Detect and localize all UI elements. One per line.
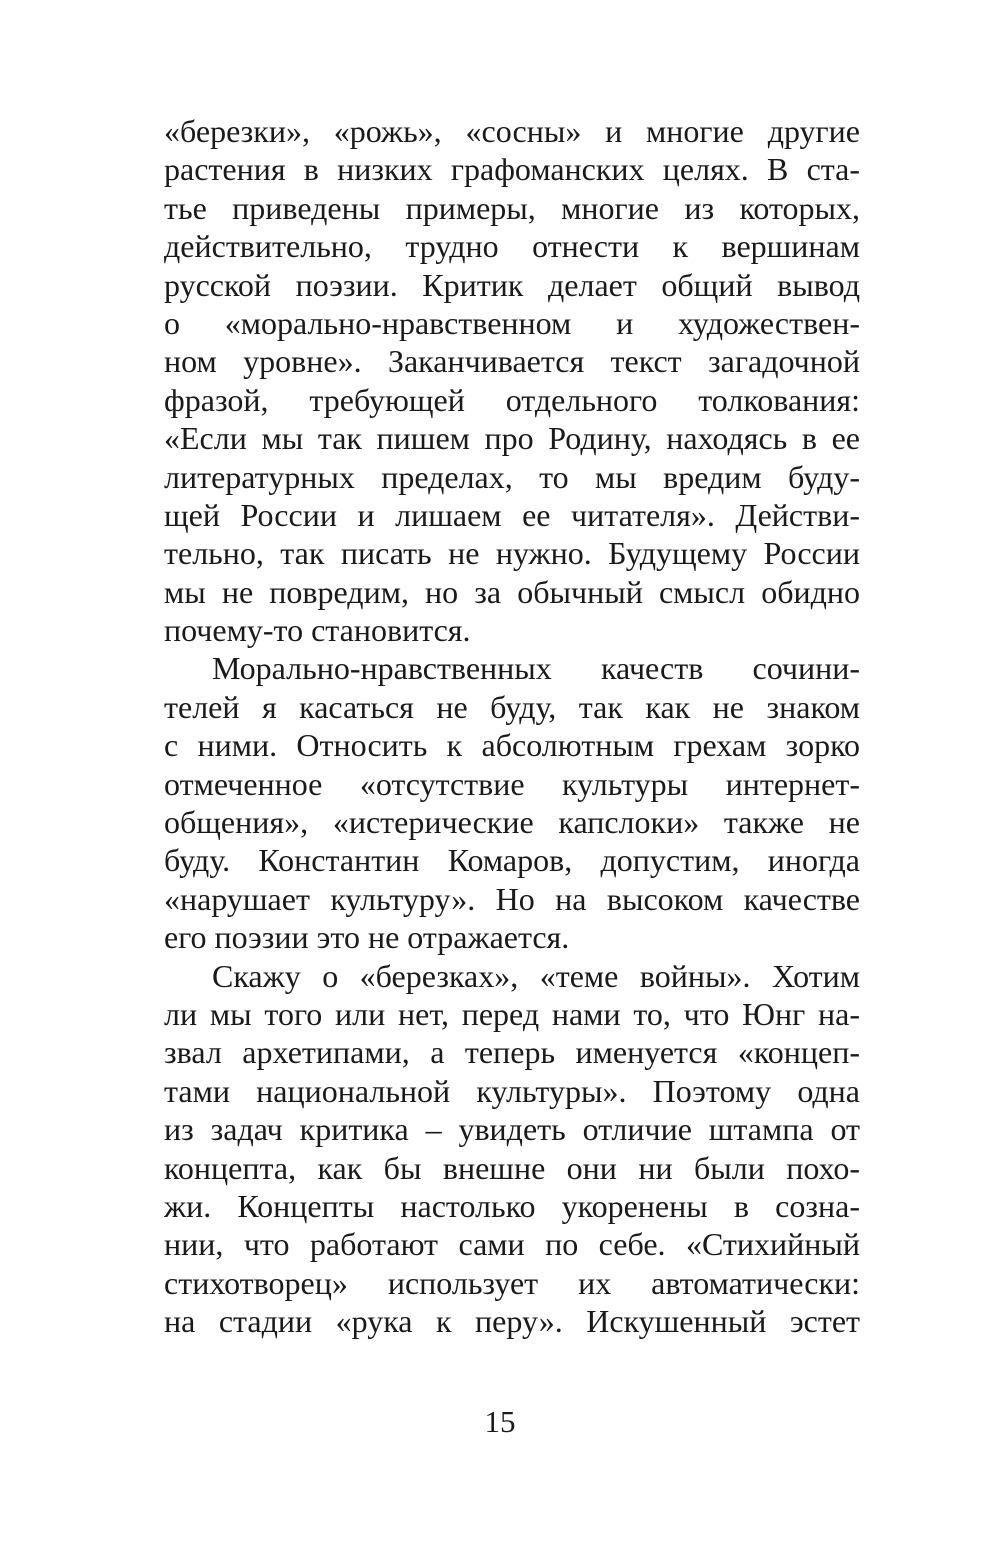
text-line: фразой, требующей отдельного толкования: [164,381,860,418]
text-line: литературных пределах, то мы вредим буду- [164,458,860,495]
text-line: стихотворец» использует их автоматически: [164,1264,860,1301]
text-line: тами национальной культуры». Поэтому одна [164,1072,860,1109]
body-text [164,112,860,1341]
text-line: тье приведены примеры, многие из которых, [164,189,860,226]
text-line: буду. Константин Комаров, допустим, иногда [164,842,860,879]
text-line: его поэзии это не отражается. [164,919,570,956]
text-line: из задач критика – увидеть отличие штампа от [164,1111,860,1148]
text-line: тельно, так писать не нужно. Будущему России [164,535,860,572]
text-line: ли мы того или нет, перед нами то, что Юнг на- [164,995,860,1032]
text-line: ном уровне». Заканчивается текст загадочной [164,343,860,380]
text-line: Морально-нравственных качеств сочини- [212,650,860,687]
text-line: звал архетипами, а теперь именуется «концеп- [164,1034,860,1071]
text-line: с ними. Относить к абсолютным грехам зорко [164,727,860,764]
text-line: на стадии «рука к перу». Искушенный эстет [164,1303,860,1340]
text-line: «березки», «рожь», «сосны» и многие другие [164,113,860,149]
paragraph [164,957,860,1341]
text-line: «Если мы так пишем про Родину, находясь в ее [164,420,860,457]
text-line: «нарушает культуру». Но на высоком качестве [164,880,860,917]
page-number: 15 [484,1404,516,1439]
text-line: мы не повредим, но за обычный смысл обидно [164,573,860,610]
text-line: концепта, как бы внешне они ни были похо- [164,1149,860,1186]
text-line: почему-то становится. [164,612,471,649]
paragraph [164,112,860,649]
text-line: нии, что работают сами по себе. «Стихийный [164,1226,860,1263]
text-line: русской поэзии. Критик делает общий вывод [164,266,860,303]
text-line: отмеченное «отсутствие культуры интернет- [164,765,860,802]
text-line: о «морально-нравственном и художествен- [164,304,860,341]
text-line: Скажу о «березках», «теме войны». Хотим [212,957,860,994]
text-line: общения», «истерические капслоки» также не [164,804,860,841]
text-line: растения в низких графоманских целях. В ста- [164,151,860,188]
paragraph [164,649,860,956]
text-line: жи. Концепты настолько укоренены в созна- [164,1187,860,1224]
text-line: действительно, трудно отнести к вершинам [164,228,860,265]
text-line: телей я касаться не буду, так как не знаком [164,688,860,725]
text-line: щей России и лишаем ее читателя». Действи- [164,496,860,533]
